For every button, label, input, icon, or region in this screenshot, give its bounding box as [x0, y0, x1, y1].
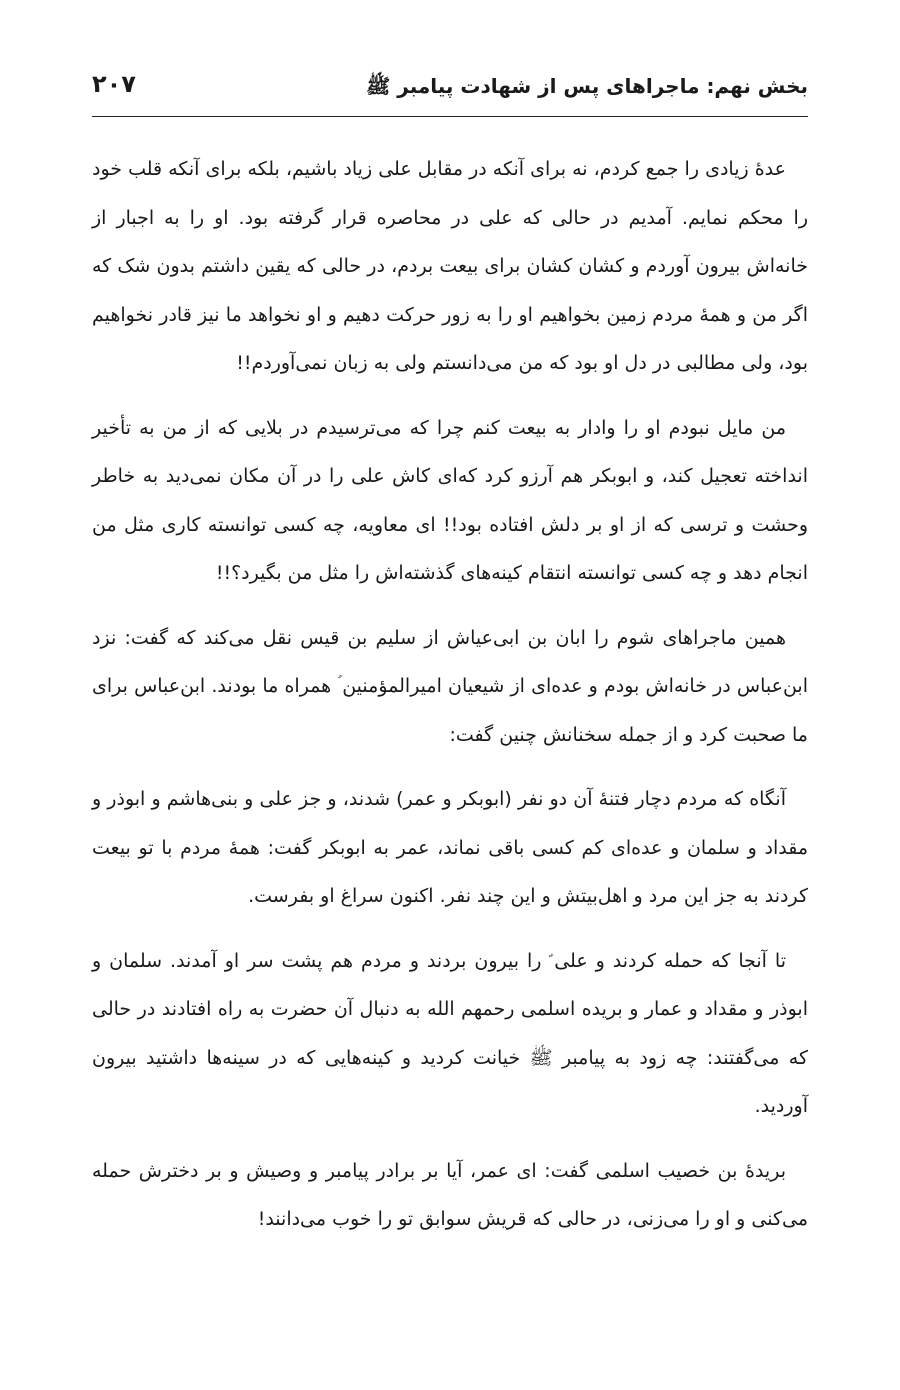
- paragraph: من مایل نبودم او را وادار به بیعت کنم چرا که می‌ترسیدم در بلایی که از من به تأخیر انداخته تعجیل کند، و ابوبکر هم آرزو کرد که‌ای کاش علی را در آن مکان نمی‌دید به خاطر وحشت و ترسی که از او بر دلش افتاده بود!! ای معاویه، چه کسی توانسته کاری مثل من انجام دهد و چه کسی توانسته انتقام کینه‌های گذشته‌اش را مثل من بگیرد؟!!: [92, 416, 808, 584]
- paragraph: بریدهٔ بن خصیب اسلمی گفت: ای عمر، آیا بر برادر پیامبر و وصیش و بر دخترش حمله می‌کنی و او را می‌زنی، در حالی که قریش سوابق تو را خوب می‌دانند!: [92, 1159, 808, 1230]
- paragraph: آنگاه که مردم دچار فتنهٔ آن دو نفر (ابوبکر و عمر) شدند، و جز علی و بنی‌هاشم و ابوذر و مقداد و سلمان و عده‌ای کم کسی باقی نماند، عمر به ابوبکر گفت: همهٔ مردم با تو بیعت کردند به جز این مرد و اهل‌بیتش و این چند نفر. اکنون سراغ او بفرست.: [92, 788, 808, 907]
- running-title: بخش نهم: ماجراهای پس از شهادت پیامبر ﷺ: [366, 74, 808, 98]
- page-header: [92, 64, 808, 117]
- paragraph: همین ماجراهای شوم را ابان بن ابی‌عیاش از سلیم بن قیس نقل می‌کند که گفت: نزد ابن‌عباس در خانه‌اش بودم و عده‌ای از شیعیان امیرالمؤمنین ؑ همراه ما بودند. ابن‌عباس برای ما صحبت کرد و از جمله سخنانش چنین گفت:: [92, 626, 808, 746]
- paragraph: تا آنجا که حمله کردند و علی ؑ را بیرون بردند و مردم هم پشت سر او آمدند. سلمان و ابوذر و مقداد و عمار و بریده اسلمی رحمهم الله به دنبال آن حضرت به راه افتادند در حالی که می‌گفتند: چه زود به پیامبر ﷺ خیانت کردید و کینه‌هایی که در سینه‌ها داشتید بیرون آوردید.: [92, 949, 808, 1117]
- page-number: ۲۰۷: [92, 70, 136, 98]
- paragraph: عدهٔ زیادی را جمع کردم، نه برای آنکه در مقابل علی زیاد باشیم، بلکه برای آنکه قلب خود را محکم نمایم. آمدیم در حالی که علی در محاصره قرار گرفته بود. او را به اجبار از خانه‌اش بیرون آوردم و کشان کشان برای بیعت بردم، در حالی که یقین داشتم بدون شک که اگر من و همهٔ مردم زمین بخواهیم او را به زور حرکت دهیم و او نخواهد ما نیز قادر نخواهیم بود، ولی مطالبی در دل او بود که من می‌دانستم ولی به زبان نمی‌آوردم!!: [92, 158, 808, 374]
- body-text: [92, 145, 808, 1244]
- book-page: [92, 64, 808, 1364]
